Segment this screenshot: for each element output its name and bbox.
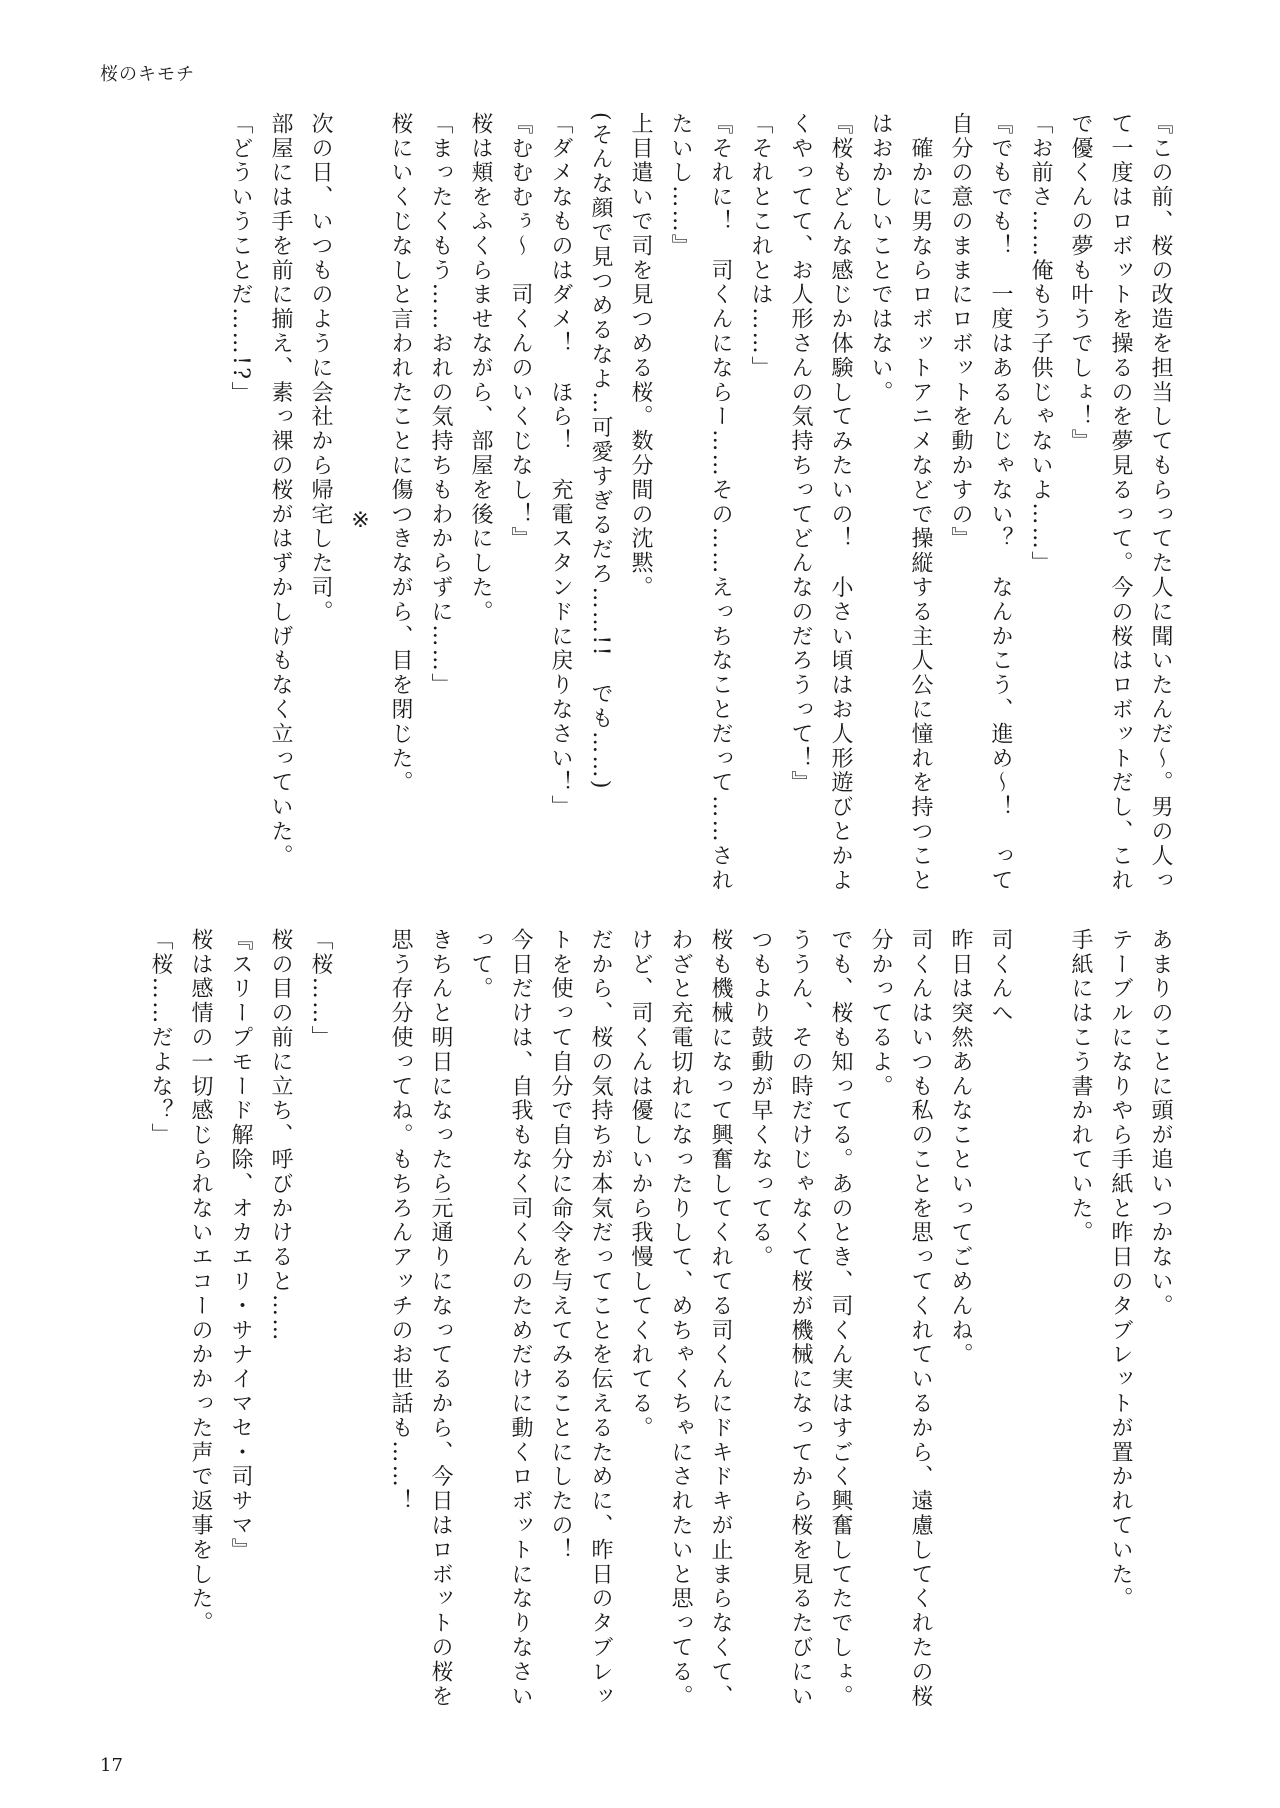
- paragraph: 『桜もどんな感じか体験してみたいの！ 小さい頃はお人形遊びとかよくやってて、お人形さんの気持ちってどんなのだろうって！』: [788, 112, 853, 893]
- letter-line: ううん、その時だけじゃなくて桜が機械になってから桜を見るたびにいつもより鼓動が早くなってる。: [748, 928, 813, 1709]
- letter-line: 司くんはいつも私のことを思ってくれているから、遠慮してくれたの桜分かってるよ。: [868, 928, 933, 1709]
- paragraph: 『この前、桜の改造を担当してもらってた人に聞いたんだ〜。男の人って一度はロボットを操るのを夢見るって。今の桜はロボットだし、これで優くんの夢も叶うでしょ！』: [1068, 112, 1173, 893]
- paragraph: 部屋には手を前に揃え、素っ裸の桜がはずかしげもなく立っていた。: [268, 112, 293, 869]
- paragraph: 「ダメなものはダメ！ ほら！ 充電スタンドに戻りなさい！」: [548, 112, 573, 820]
- paragraph: 上目遣いで司を見つめる桜。数分間の沈黙。: [628, 112, 653, 600]
- paragraph: 次の日、いつものように会社から帰宅した司。: [308, 112, 333, 625]
- paragraph: テーブルになりやら手紙と昨日のタブレットが置かれていた。: [1108, 928, 1133, 1612]
- paragraph: (そんな顔で見つめるなよ…可愛すぎるだろ……!! でも……): [588, 112, 613, 791]
- letter-line: けど、司くんは優しいから我慢してくれてる。: [628, 928, 653, 1441]
- paragraph: 桜の目の前に立ち、呼びかけると……: [268, 928, 293, 1343]
- letter-line: だから、桜の気持ちが本気だってことを伝えるために、昨日のタブレットを使って自分で自分に命令を与えてみることにしたの！: [548, 928, 613, 1709]
- letter-salutation: 司くんへ: [988, 928, 1013, 1026]
- text-tier-top: [100, 112, 1180, 912]
- paragraph: 手紙にはこう書かれていた。: [1068, 928, 1093, 1246]
- letter-line: 桜も機械になって興奮してくれてる司くんにドキドキが止まらなくて、わざと充電切れになったりして、めちゃくちゃにされたいと思ってる。: [668, 928, 733, 1709]
- text-tier-bottom: [100, 928, 1180, 1728]
- paragraph: 『それに！ 司くんにならー……その……えっちなことだって……されたいし……』: [668, 112, 733, 893]
- page-number: 17: [100, 1755, 123, 1776]
- letter-line: 昨日は突然あんなこといってごめんね。: [948, 928, 973, 1368]
- running-header: 桜のキモチ: [100, 64, 195, 85]
- paragraph: 「それとこれとは……」: [748, 112, 773, 381]
- section-separator: ※: [348, 508, 373, 536]
- paragraph: 確かに男ならロボットアニメなどで操縦する主人公に憧れを持つことはおかしいことではない。: [868, 112, 933, 893]
- paragraph: 桜は頬をふくらませながら、部屋を後にした。: [468, 112, 493, 625]
- paragraph: 『でもでも！ 一度はあるんじゃない？ なんかこう、進め〜！ って自分の意のままにロボットを動かすの』: [948, 112, 1013, 893]
- letter-line: でも、桜も知ってる。あのとき、司くん実はすごく興奮してたでしょ。: [828, 928, 853, 1709]
- paragraph: 「桜……」: [308, 928, 333, 1050]
- letter-line: 今日だけは、自我もなく司くんのためだけに動くロボットになりなさいって。: [468, 928, 533, 1709]
- paragraph: 桜にいくじなしと言われたことに傷つきながら、目を閉じた。: [388, 112, 413, 796]
- paragraph: 『むむむぅ〜 司くんのいくじなし！』: [508, 112, 533, 552]
- paragraph: 「お前さ……俺もう子供じゃないよ……」: [1028, 112, 1053, 576]
- paragraph: 「まったくもう……おれの気持ちもわからずに……」: [428, 112, 453, 698]
- paragraph: 桜は感情の一切感じられないエコーのかかった声で返事をした。: [188, 928, 213, 1636]
- letter-line: きちんと明日になったら元通りになってるから、今日はロボットの桜を思う存分使ってね。もちろんアッチのお世話も……！: [388, 928, 453, 1709]
- paragraph: 『スリープモード解除、オカエリ・サナイマセ・司サマ』: [228, 928, 253, 1563]
- paragraph: 「どういうことだ……!?」: [228, 112, 253, 406]
- paragraph: あまりのことに頭が追いつかない。: [1148, 928, 1173, 1319]
- paragraph: 「桜……だよな？」: [148, 928, 173, 1148]
